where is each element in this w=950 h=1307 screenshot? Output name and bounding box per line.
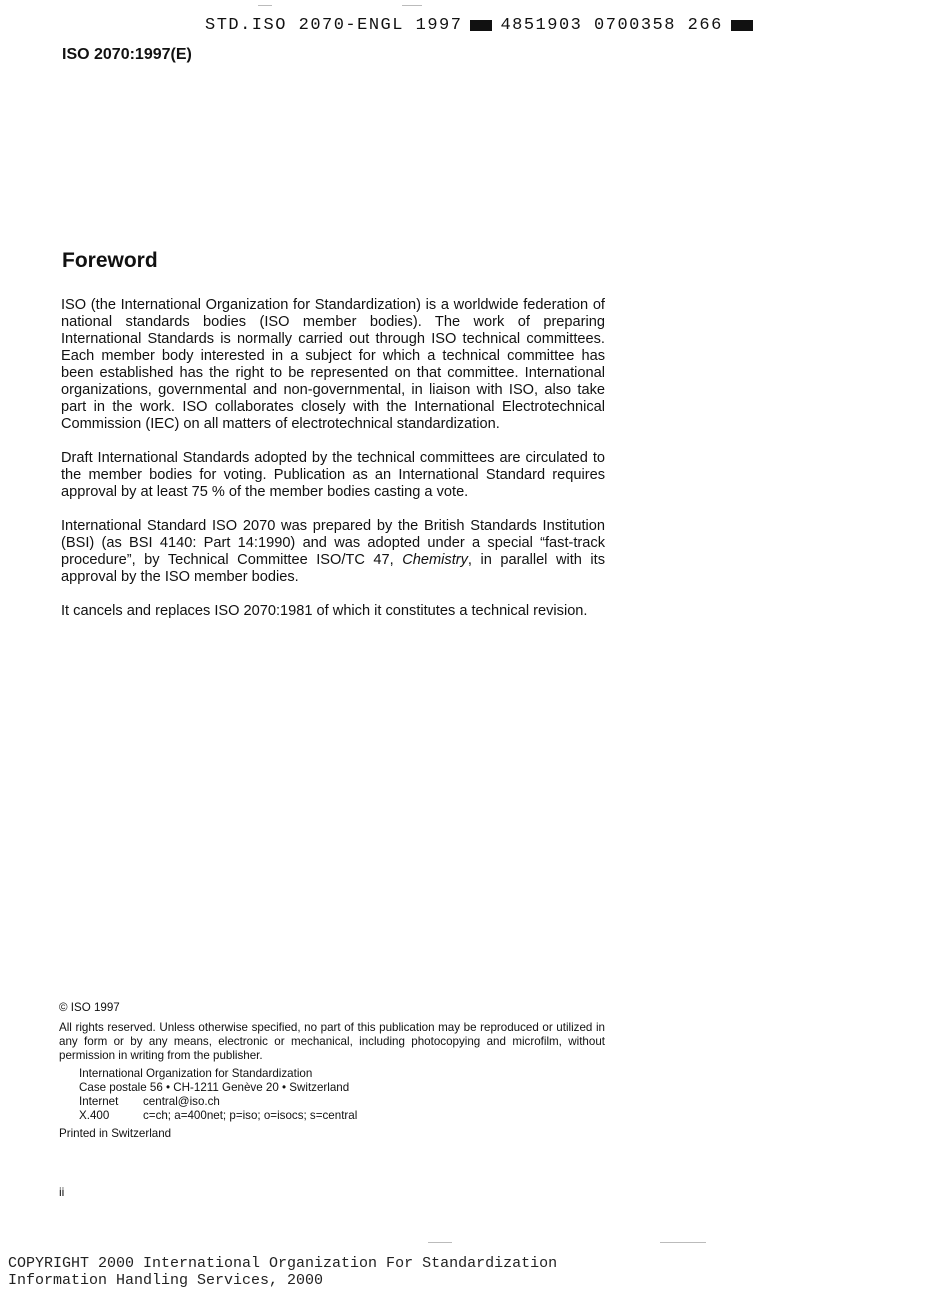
black-block-mark [731,20,753,31]
copyright-line: © ISO 1997 [59,1001,120,1014]
footer-line: COPYRIGHT 2000 International Organization For Standardization [8,1255,558,1272]
rights-statement: All rights reserved. Unless otherwise specified, no part of this publication may be reproduced or utilized in any form or by any means, electronic or mechanical, including photocopying and microfilm, without permission in writing from the publisher. [59,1021,605,1062]
paragraph: Draft International Standards adopted by the technical committees are circulated to the member bodies for voting. Publication as an International Standard requires approval by at least 75 % of the member bodies casting a vote. [61,450,605,500]
foreword-body [61,297,605,637]
paragraph-text: , in parallel with its approval by the ISO member bodies. [61,552,606,585]
scan-mark [428,1242,452,1243]
document-code-line [205,16,753,35]
internet-email: central@iso.ch [143,1095,220,1108]
scan-footer [8,1255,557,1289]
scan-mark [660,1242,706,1243]
section-title: Foreword [62,249,158,272]
org-address: Case postale 56 • CH-1211 Genève 20 • Switzerland [79,1081,350,1094]
publisher-info [79,1067,605,1123]
paragraph [61,518,605,586]
scan-mark [258,5,272,6]
x400-row [79,1109,605,1123]
paragraph: It cancels and replaces ISO 2070:1981 of which it constitutes a technical revision. [61,603,588,619]
printed-in: Printed in Switzerland [59,1127,172,1140]
copyright-block [59,1001,605,1141]
black-block-mark [470,20,492,31]
page-number: ii [59,1185,65,1199]
document-id: ISO 2070:1997(E) [62,46,192,63]
committee-name: Chemistry [402,552,468,568]
x400-label: X.400 [79,1109,110,1122]
paragraph: ISO (the International Organization for Standardization) is a worldwide federation of national standards bodies (ISO member bodies). The work of preparing International Standards is normally carried out through ISO technical committees. Each member body interested in a subject for which a technical committee has been established has the right to be represented on that committee. International organizations, governmental and non-governmental, in liaison with ISO, also take part in the work. ISO collaborates closely with the International Electrotechnical Commission (IEC) on all matters of electrotechnical standardization. [61,297,605,432]
internet-label: Internet [79,1095,119,1108]
paragraph-text: International Standard ISO 2070 was prepared by the British Standards Institution (BSI) (as BSI 4140: Part 14:1990) and was adopted under a special “fast-track procedure”, by Technical Committee ISO/TC 47, [61,518,605,568]
footer-line: Information Handling Services, 2000 [8,1272,324,1289]
org-name: International Organization for Standardization [79,1067,313,1080]
x400-address: c=ch; a=400net; p=iso; o=isocs; s=central [143,1109,358,1122]
document-code: STD.ISO 2070-ENGL 1997 [205,16,463,35]
internet-row [79,1095,605,1109]
scan-mark [402,5,422,6]
catalog-number: 4851903 0700358 266 [500,16,723,35]
